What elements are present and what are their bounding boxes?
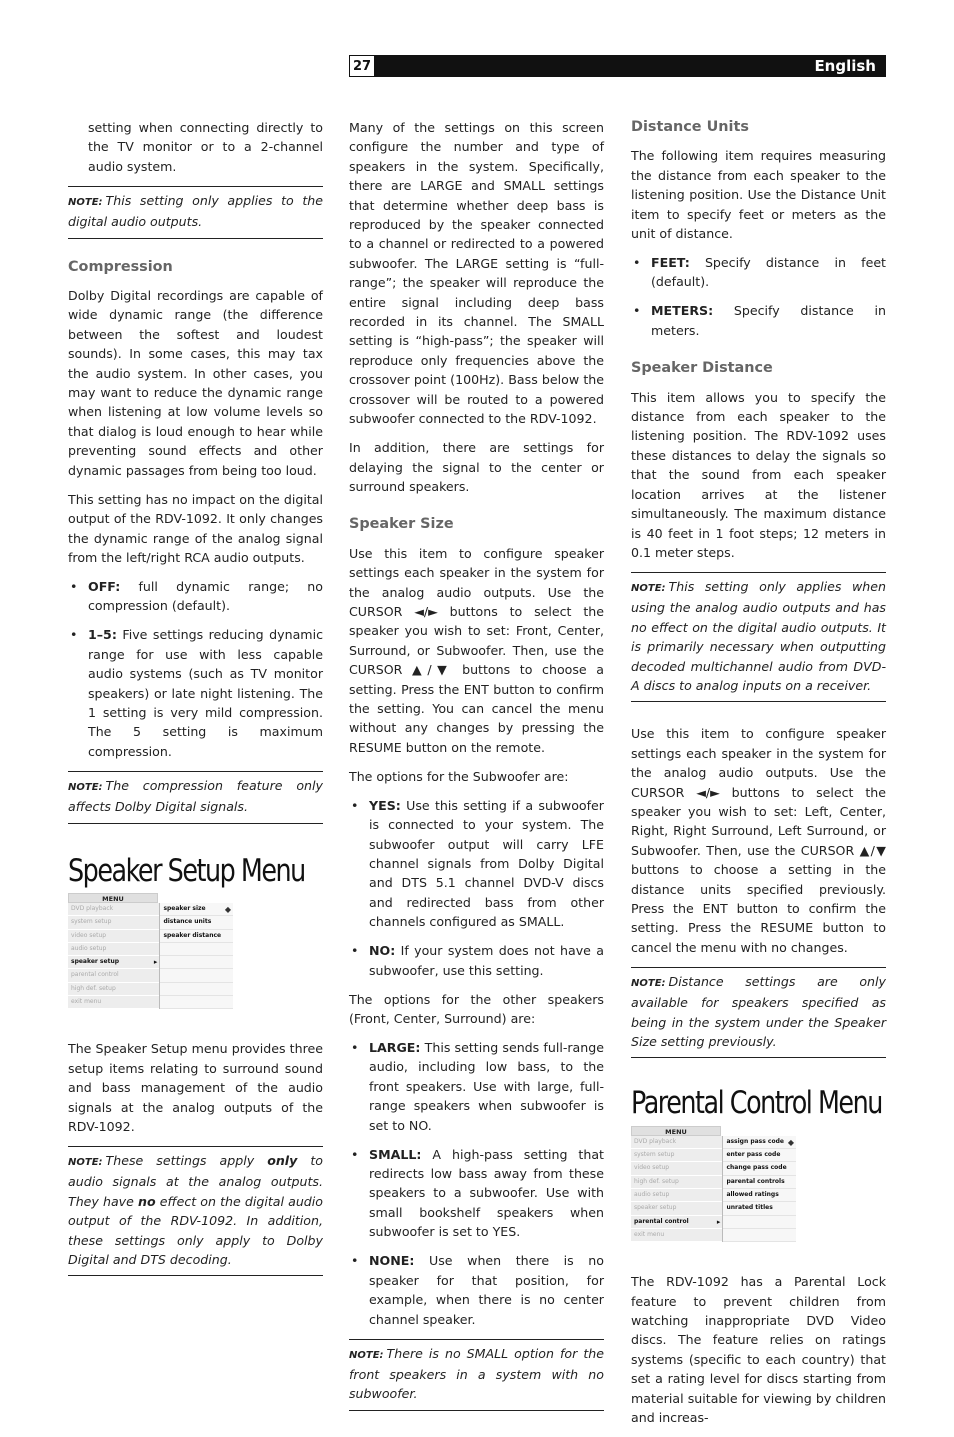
option-text: Specify distance in feet (default). [651,255,886,290]
note-text: effect on the digital audio output of the RDV-1092. In addition, these settings only apply to Dolby Digital and DTS decoding. [68,1193,323,1267]
menu-item: speaker setup [631,1202,722,1215]
submenu-item: unrated titles [723,1202,796,1215]
speaker-distance-heading: Speaker Distance [631,360,773,377]
parental-control-title: Parental Control Menu [631,1085,882,1122]
list-item [68,625,323,761]
option-term: OFF: [88,578,121,594]
submenu-item [160,956,233,969]
menu-item: audio setup [68,943,159,956]
speaker-distance-instructions: Use this item to configure speaker settings each speaker in the system for the analog audio outputs. Use the CURSOR ◄/► buttons to select the speaker you wish to set: Left, Center, Right, Right Surround, Left Surround, or Subwoofer. Then, use the CURSOR ▲/▼ buttons to choose a setting in the distance units specified previously. Press the ENT button to confirm the setting. Press the RESUME button to cancel the menu with no changes. [631,726,886,955]
menu-item: high def. setup [68,983,159,996]
page-number: 27 [349,55,375,77]
note-distance-availability [631,967,886,1059]
column-3 [631,118,886,1437]
intro-paragraph: setting when connecting directly to the TV monitor or to a 2-channel audio system. [88,120,323,174]
speaker-distance-paragraph: This item allows you to specify the distance from each speaker to the listening position. The RDV-1092 uses these distances to delay the signals so that the sound from each speaker location arrives at the listener simultaneously. The maximum distance is 40 feet in 1 foot steps; 12 meters in 0.1 meter steps. [631,389,886,560]
cursor-nav-icon: ◆ [224,904,231,914]
menu-item-selected: parental control ▸ [631,1216,722,1229]
submenu-item [160,983,233,996]
option-text: A high-pass setting that redirects low bass away from these speakers to a subwoofer. Use with small bookshelf speakers when subwoofer is set to YES. [369,1146,604,1240]
subwoofer-options-intro: The options for the Subwoofer are: [349,768,569,784]
distance-unit-options [631,253,886,340]
list-item [631,301,886,340]
option-term: NONE: [369,1253,415,1269]
note-label: NOTE: [631,977,666,989]
option-text: Use when there is no speaker for that position, for example, when there is no center channel speaker. [369,1253,604,1327]
submenu-item: allowed ratings [723,1189,796,1202]
note-compression [68,771,323,824]
option-term: YES: [369,797,401,813]
compression-heading: Compression [68,258,173,275]
language-label: English [814,57,876,75]
list-item [68,577,323,616]
menu-item: exit menu [631,1229,722,1242]
note-digital-outputs [68,186,323,239]
menu-item: video setup [68,930,159,943]
compression-paragraph-1: Dolby Digital recordings are capable of wide dynamic range (the difference between the softest and loudest sounds). In some cases, this may tax the audio system. In other cases, you may want to reduce the dynamic range when listening at low volume levels so that dialog is loud enough to hear while preventing sound effects and other dynamic passages from being too loud. [68,288,323,478]
menu-item: DVD playback [68,903,159,916]
list-item [349,796,604,932]
list-item [631,253,886,292]
list-item [349,941,604,980]
menu-title: MENU [631,1126,721,1136]
submenu-item [160,943,233,956]
menu-title: MENU [68,893,158,903]
option-text: full dynamic range; no compression (default). [88,578,323,614]
list-item [349,1251,604,1329]
note-text: This setting only applies to the digital audio outputs. [68,192,323,230]
option-text: If your system does not have a subwoofer, use this setting. [369,943,604,978]
option-term: 1–5: [88,627,117,643]
submenu-item: speaker distance [160,930,233,943]
menu-item: high def. setup [631,1176,722,1189]
note-analog-multichannel [631,572,886,702]
note-text: to audio signals at the analog outputs. They have [68,1152,323,1209]
menu-item: system setup [631,1149,722,1162]
menu-left-list [68,903,159,1009]
speakers-paragraph-1: Many of the settings on this screen configure the number and type of speakers in the system. Specifically, there are LARGE and SMALL settings that determine whether deep bass is reproduced by the speaker connected to a channel or redirected to a powered subwoofer. The LARGE setting is “full-range”; the speaker will reproduce the entire signal including deep bass recorded in its channel. The SMALL setting is “high-pass”; the speaker will reproduce only frequencies above the crossover point (100Hz). Bass below the crossover will be routed to a powered subwoofer connected to the RDV-1092. [349,120,604,427]
submenu-item [160,996,233,1009]
speaker-setup-menu-screenshot [68,893,233,1009]
option-term: FEET: [651,255,690,271]
submenu-item [160,903,233,916]
menu-item: parental control [68,969,159,982]
note-label: NOTE: [631,582,666,594]
option-text: Use this setting if a subwoofer is connected to your system. The subwoofer output will carry LFE channel signals from Dolby Digital and DTS 5.1 channel DVD-V discs and redirected bass from other channels configured as SMALL. [369,797,604,930]
column-1 [68,118,323,1284]
cursor-nav-icon: ◆ [787,1137,794,1147]
speaker-setup-paragraph: The Speaker Setup menu provides three setup items relating to surround sound and bass management of the audio signals at the analog outputs of the RDV-1092. [68,1041,323,1134]
note-label: NOTE: [349,1349,384,1361]
compression-options [68,577,323,761]
option-term: METERS: [651,303,714,319]
option-term: NO: [369,943,396,959]
menu-body [68,903,233,1009]
option-text: This setting sends full-range audio, including low bass, to the front speakers. Use with large, full-range speakers when subwoofer is set to NO. [369,1040,604,1133]
header-bar [349,55,886,77]
option-term: SMALL: [369,1146,422,1162]
submenu-item: enter pass code [723,1149,796,1162]
submenu-item: parental controls [723,1176,796,1189]
speakers-paragraph-2: In addition, there are settings for delaying the signal to the center or surround speakers. [349,440,604,494]
menu-item: system setup [68,916,159,929]
note-no-small [349,1339,604,1411]
subwoofer-options [349,796,604,980]
option-text: Specify distance in meters. [651,303,886,338]
note-label: NOTE: [68,196,103,208]
submenu-item [160,969,233,982]
list-item [349,1145,604,1242]
other-speaker-options [349,1038,604,1329]
submenu-item [723,1229,796,1242]
speaker-size-paragraph: Use this item to configure speaker settings each speaker in the system for the analog audio outputs. Use the CURSOR ◄/► buttons to select the speaker you wish to set: Front, Center, Surround, or Subwoofer. Then, use the CURSOR ▲/▼ buttons to choose a setting. Press the ENT button to confirm the setting. You can cancel the menu without any changes by pressing the RESUME button on the remote. [349,545,604,755]
submenu-item: distance units [160,916,233,929]
note-text: This setting only applies when using the analog audio outputs and has no effect on the digital audio outputs. It is primarily necessary when outputting decoded multichannel audio from DVD-A discs to analog inputs on a receiver. [631,578,886,693]
submenu-item: change pass code [723,1162,796,1175]
note-text: Distance settings are only available for speakers specified as being in the system under the Speaker Size setting previously. [631,973,886,1050]
distance-units-paragraph: The following item requires measuring the distance from each speaker to the listening position. Use the Distance Unit item to specify feet or meters as the unit of distance. [631,148,886,242]
menu-body [631,1136,796,1242]
submenu-label: assign pass code [726,1137,784,1145]
parental-control-menu-screenshot [631,1126,796,1242]
distance-units-heading: Distance Units [631,119,749,135]
menu-left-list [631,1136,722,1242]
menu-right-list [159,903,233,1009]
submenu-label: speaker size [163,904,206,912]
menu-item: DVD playback [631,1136,722,1149]
list-item [349,1038,604,1135]
speaker-setup-title: Speaker Setup Menu [68,852,305,889]
option-text: Five settings reducing dynamic range for use with less capable audio systems (such as TV monitor speakers) or late night listening. The 1 setting is very mild compression. The 5 setting is maximum compression. [88,627,323,759]
note-text: These settings apply [105,1152,268,1168]
speaker-size-heading: Speaker Size [349,516,454,533]
note-emphasis: only [267,1152,298,1168]
parental-lock-paragraph: The RDV-1092 has a Parental Lock feature to prevent children from watching inappropriate DVD Video discs. The feature relies on ratings systems (specific to each country) that set a rating level for discs starting from material suitable for viewing by children and increas- [631,1274,886,1426]
note-analog-only [68,1146,323,1276]
note-text: The compression feature only affects Dolby Digital signals. [68,777,323,815]
menu-item: audio setup [631,1189,722,1202]
compression-paragraph-2: This setting has no impact on the digital output of the RDV-1092. It only changes the dynamic range of the analog signal from the left/right RCA audio outputs. [68,491,323,565]
other-options-intro: The options for the other speakers (Front, Center, Surround) are: [349,991,604,1027]
note-label: NOTE: [68,781,103,793]
submenu-item [723,1136,796,1149]
menu-right-list [722,1136,796,1242]
menu-item: video setup [631,1162,722,1175]
option-term: LARGE: [369,1040,421,1056]
note-label: NOTE: [68,1156,103,1168]
menu-item-selected: speaker setup ▸ [68,956,159,969]
note-emphasis: no [138,1193,156,1209]
menu-item: exit menu [68,996,159,1009]
submenu-item [723,1216,796,1229]
note-text: There is no SMALL option for the front speakers in a system with no subwoofer. [349,1345,604,1402]
column-2 [349,118,604,1419]
